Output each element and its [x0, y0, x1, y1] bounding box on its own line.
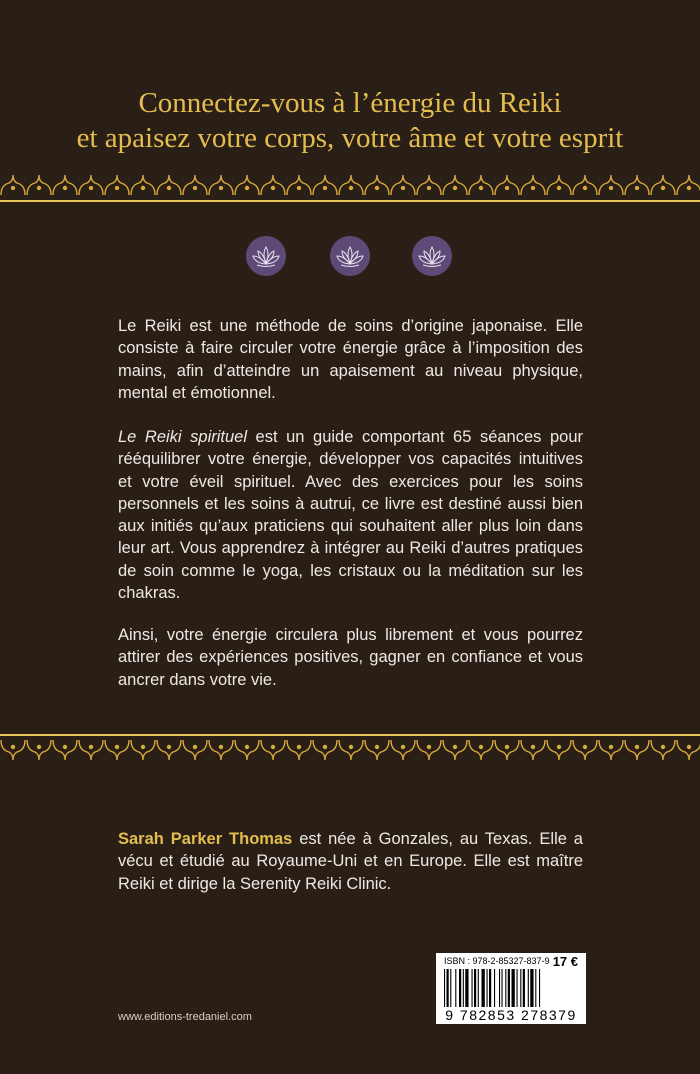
barcode [442, 969, 580, 1007]
book-title: Le Reiki spirituel [118, 428, 247, 446]
isbn-barcode-box [436, 953, 586, 1024]
title-line-1: Connectez-vous à l’énergie du Reiki [138, 87, 562, 119]
description-paragraph-3: Ainsi, votre énergie circulera plus librement et vous pourrez attirer des expériences positives, gagner en confiance et vous ancrer dans votre vie. [118, 626, 583, 689]
isbn-label: ISBN : 978-2-85327-837-9 [444, 956, 550, 966]
paragraph-2-text: est un guide comportant 65 séances pour rééquilibrer votre énergie, développer vos capacités intuitives et votre éveil spirituel. Avec des exercices pour les soins personnels et les soins à autrui, ce livre est destiné aussi bien aux initiés qu’aux praticiens qui souhaitent aller plus loin dans leur art. Vous apprendrez à intégrer au Reiki d’autres pratiques de soin comme le yoga, les cristaux ou la méditation sur les chakras. [118, 428, 583, 603]
cover-title [0, 86, 700, 156]
description-paragraph-2 [118, 426, 583, 604]
bottom-ornament-border [0, 730, 700, 770]
lotus-icon [412, 236, 452, 276]
lotus-icon [330, 236, 370, 276]
publisher-website: www.editions-tredaniel.com [118, 1011, 252, 1023]
lotus-row [0, 236, 700, 276]
author-name: Sarah Parker Thomas [118, 830, 293, 848]
author-bio [118, 828, 583, 895]
description-paragraph-1: Le Reiki est une méthode de soins d’origine japonaise. Elle consiste à faire circuler votre énergie grâce à l’imposition des mains, afin d’atteindre un apaisement au niveau physique, mental et émotionnel. [118, 317, 583, 402]
barcode-digits: 9 782853 278379 [445, 1007, 577, 1023]
lotus-icon [246, 236, 286, 276]
author-bio-text: est née à Gonzales, au Texas. Elle a vécu et étudié au Royaume-Uni et en Europe. Elle est maître Reiki et dirige la Serenity Reiki Clinic. [118, 830, 583, 893]
top-ornament-border [0, 165, 700, 205]
title-line-2: et apaisez votre corps, votre âme et votre esprit [76, 122, 624, 154]
price-label: 17 € [552, 954, 578, 969]
